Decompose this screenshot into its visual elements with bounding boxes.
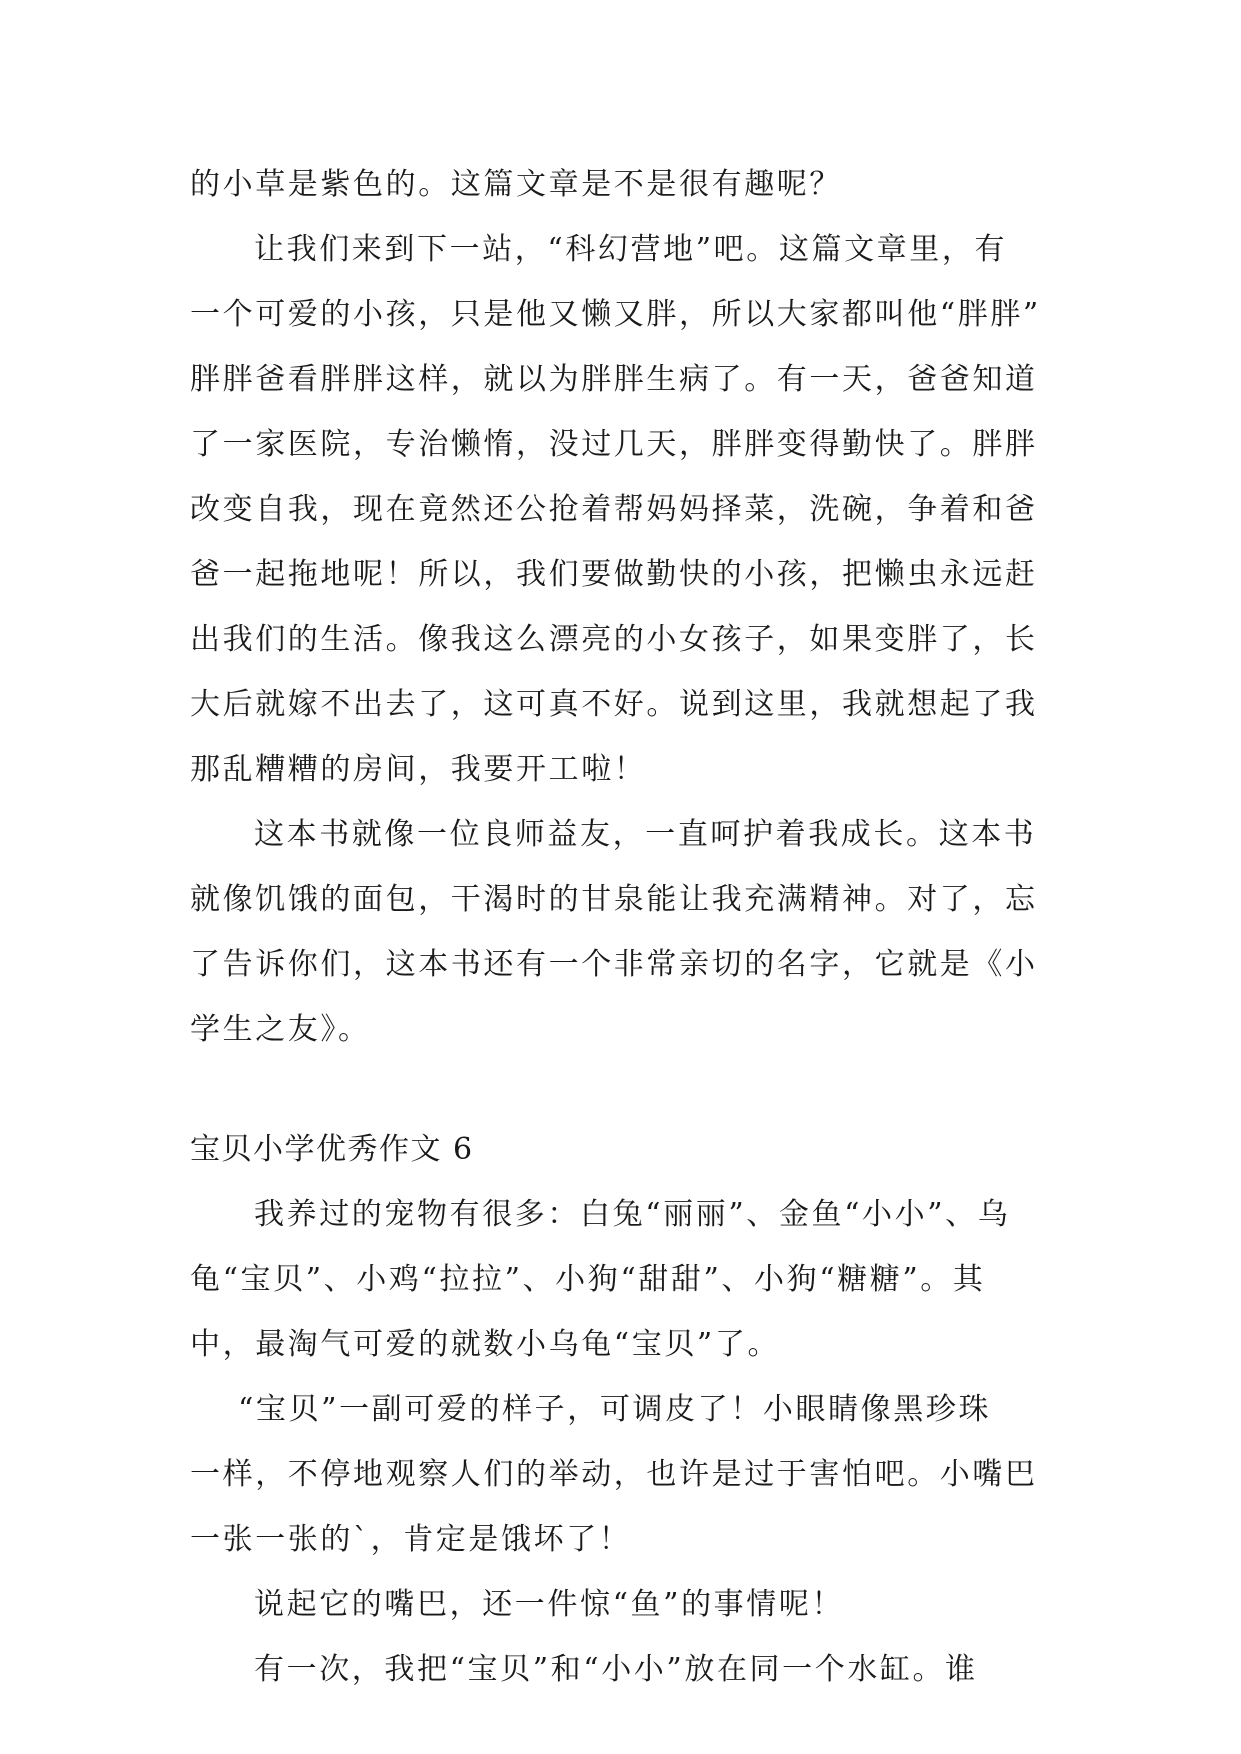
text-line: 爸一起拖地呢！所以，我们要做勤快的小孩，把懒虫永远赶 (190, 557, 1038, 592)
text-line: 一张一张的`，肯定是饿坏了！ (190, 1522, 632, 1557)
text-line: 有一次，我把“宝贝”和“小小”放在同一个水缸。谁 (254, 1652, 978, 1687)
text-line: 的小草是紫色的。这篇文章是不是很有趣呢？ (190, 167, 842, 202)
text-line: 我养过的宠物有很多：白兔“丽丽”、金鱼“小小”、乌 (254, 1197, 1011, 1232)
text-line: 就像饥饿的面包，干渴时的甘泉能让我充满精神。对了，忘 (190, 882, 1038, 917)
text-line: 中，最淘气可爱的就数小乌龟“宝贝”了。 (190, 1327, 781, 1362)
text-line: 一样，不停地观察人们的举动，也许是过于害怕吧。小嘴巴 (190, 1457, 1038, 1492)
text-line: 学生之友》。 (190, 1012, 371, 1047)
text-line: 让我们来到下一站，“科幻营地”吧。这篇文章里，有 (254, 232, 1008, 267)
text-line: 那乱糟糟的房间，我要开工啦！ (190, 752, 647, 787)
document-page (190, 152, 1050, 1702)
text-line: 大后就嫁不出去了，这可真不好。说到这里，我就想起了我 (190, 687, 1038, 722)
text-line: 龟“宝贝”、小鸡“拉拉”、小狗“甜甜”、小狗“糖糖”。其 (190, 1262, 986, 1297)
text-line: 胖胖爸看胖胖这样，就以为胖胖生病了。有一天，爸爸知道 (190, 362, 1038, 397)
text-line: 说起它的嘴巴，还一件惊“鱼”的事情呢！ (254, 1587, 845, 1622)
section-heading: 宝贝小学优秀作文 6 (190, 1132, 474, 1167)
text-line: 了一家医院，专治懒惰，没过几天，胖胖变得勤快了。胖胖 (190, 427, 1038, 462)
text-line: “宝贝”一副可爱的样子，可调皮了！小眼睛像黑珍珠 (238, 1392, 992, 1427)
text-line: 这本书就像一位良师益友，一直呵护着我成长。这本书 (254, 817, 1037, 852)
text-line: 改变自我，现在竟然还公抢着帮妈妈择菜，洗碗，争着和爸 (190, 492, 1038, 527)
section-gap (190, 1062, 1050, 1117)
text-line: 了告诉你们，这本书还有一个非常亲切的名字，它就是《小 (190, 947, 1038, 982)
text-line: 出我们的生活。像我这么漂亮的小女孩子，如果变胖了，长 (190, 622, 1038, 657)
text-line: 一个可爱的小孩，只是他又懒又胖，所以大家都叫他“胖胖” (190, 297, 1041, 332)
